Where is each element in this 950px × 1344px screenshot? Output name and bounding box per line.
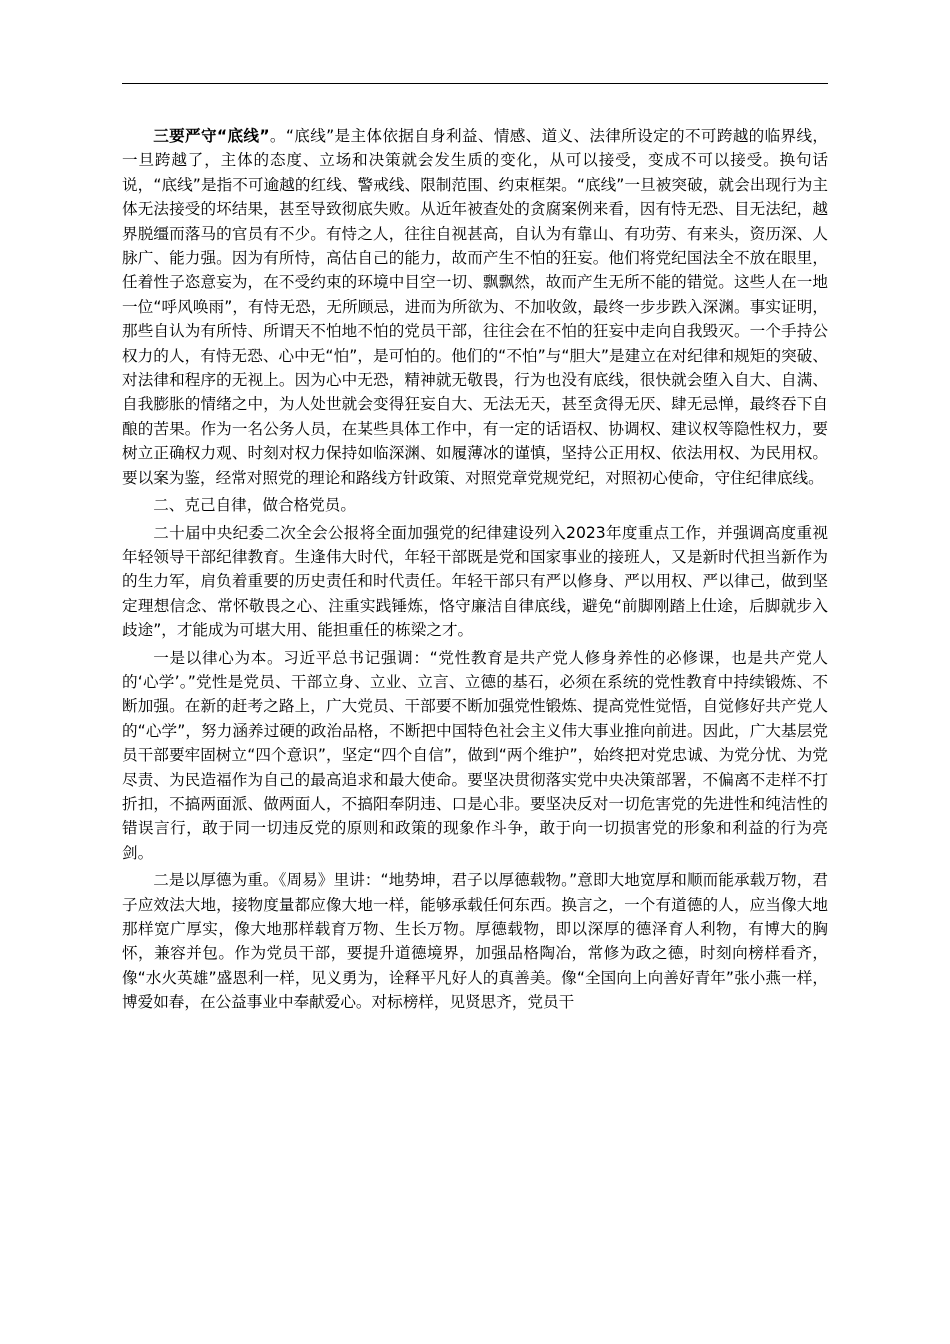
paragraph-heart: 一是以律心为本。习近平总书记强调：“党性教育是共产党人修身养性的必修课，也是共产党人的‘心学’。”党性是党员、干部立身、立业、立言、立德的基石，必须在系统的党性教育中持续锻炼、不断加强。在新的赶考之路上，广大党员、干部要不断加强党性锻炼、提高党性觉悟，自觉修好共产党人的“心学”，努力涵养过硬的政治品格，不断把中国特色社会主义伟大事业推向前进。因此，广大基层党员干部要牢固树立“四个意识”，坚定“四个自信”，做到“两个维护”，始终把对党忠诚、为党分忧、为党尽责、为民造福作为自己的最高追求和最大使命。要坚决贯彻落实党中央决策部署，不偏离不走样不打折扣，不搞两面派、做两面人，不搞阳奉阴违、口是心非。要坚决反对一切危害党的先进性和纯洁性的错误言行，敢于同一切违反党的原则和政策的现象作斗争，敢于向一切损害党的形象和利益的行为亮剑。 [122, 648, 828, 862]
paragraph-virtue: 二是以厚德为重。《周易》里讲：“地势坤，君子以厚德载物。”意即大地宽厚和顺而能承载万物，君子应效法大地，接物度量都应像大地一样，能够承载任何东西。换言之，一个有道德的人，应当像大地那样宽广厚实，像大地那样载育万物、生长万物。厚德载物，即以深厚的德泽育人利物，有博大的胸怀，兼容并包。作为党员干部，要提升道德境界，加强品格陶冶，常修为政之德，时刻向榜样看齐，像“水火英雄”盛恩利一样，见义勇为，诠释平凡好人的真善美。像“全国向上向善好青年”张小燕一样，博爱如春，在公益事业中奉献爱心。对标榜样，见贤思齐，党员干 [122, 871, 828, 1012]
paragraph-lead: 三要严守“底线” [153, 127, 270, 145]
paragraph-discipline: 二十届中央纪委二次全会公报将全面加强党的纪律建设列入2023年度重点工作，并强调高度重视年轻领导干部纪律教育。生逢伟大时代，年轻干部既是党和国家事业的接班人，又是新时代担当新作为的生力军，肩负着重要的历史责任和时代责任。年轻干部只有严以修身、严以用权、严以律己，做到坚定理想信念、常怀敬畏之心、注重实践锤炼，恪守廉洁自律底线，避免“前脚刚踏上仕途，后脚就步入歧途”，才能成为可堪大用、能担重任的栋梁之才。 [122, 523, 828, 640]
paragraph-text: 。“底线”是主体依据自身利益、情感、道义、法律所设定的不可跨越的临界线，一旦跨越了，主体的态度、立场和决策就会发生质的变化，从可以接受，变成不可以接受。换句话说，“底线”是指不可逾越的红线、警戒线、限制范围、约束框架。“底线”一旦被突破，就会出现行为主体无法接受的坏结果，甚至导致彻底失败。从近年被查处的贪腐案例来看，因有恃无恐、目无法纪，越界脱缰而落马的官员有不少。有恃之人，往往自视甚高，自认为有靠山、有功劳、有来头，资历深、人脉广、能力强。因为有所恃，高估自己的能力，故而产生不怕的狂妄。他们将党纪国法全不放在眼里，任着性子恣意妄为，在不受约束的环境中目空一切、飘飘然，故而产生无所不能的错觉。这些人在一地一位“呼风唤雨”，有恃无恐，无所顾忌，进而为所欲为、不加收敛，最终一步步跌入深渊。事实证明，那些自认为有所恃、所谓天不怕地不怕的党员干部，往往会在不怕的狂妄中走向自我毁灭。一个手持公权力的人，有恃无恐、心中无“怕”，是可怕的。他们的“不怕”与“胆大”是建立在对纪律和规矩的突破、对法律和程序的无视上。因为心中无恐，精神就无敬畏，行为也没有底线，很快就会堕入自大、自满、自我膨胀的情绪之中，为人处世就会变得狂妄自大、无法无天，甚至贪得无厌、肆无忌惮，最终吞下自酿的苦果。作为一名公务人员，在某些具体工作中，有一定的话语权、协调权、建议权等隐性权力，要树立正确权力观、时刻对权力保持如临深渊、如履薄冰的谨慎，坚持公正用权、依法用权、为民用权。要以案为鉴，经常对照党的理论和路线方针政策、对照党章党规党纪，对照初心使命，守住纪律底线。 [122, 127, 828, 487]
section-heading: 二、克己自律，做合格党员。 [153, 496, 356, 515]
paragraph-bottom-line [122, 124, 828, 490]
header-rule [122, 83, 828, 84]
body-text [122, 124, 828, 1015]
